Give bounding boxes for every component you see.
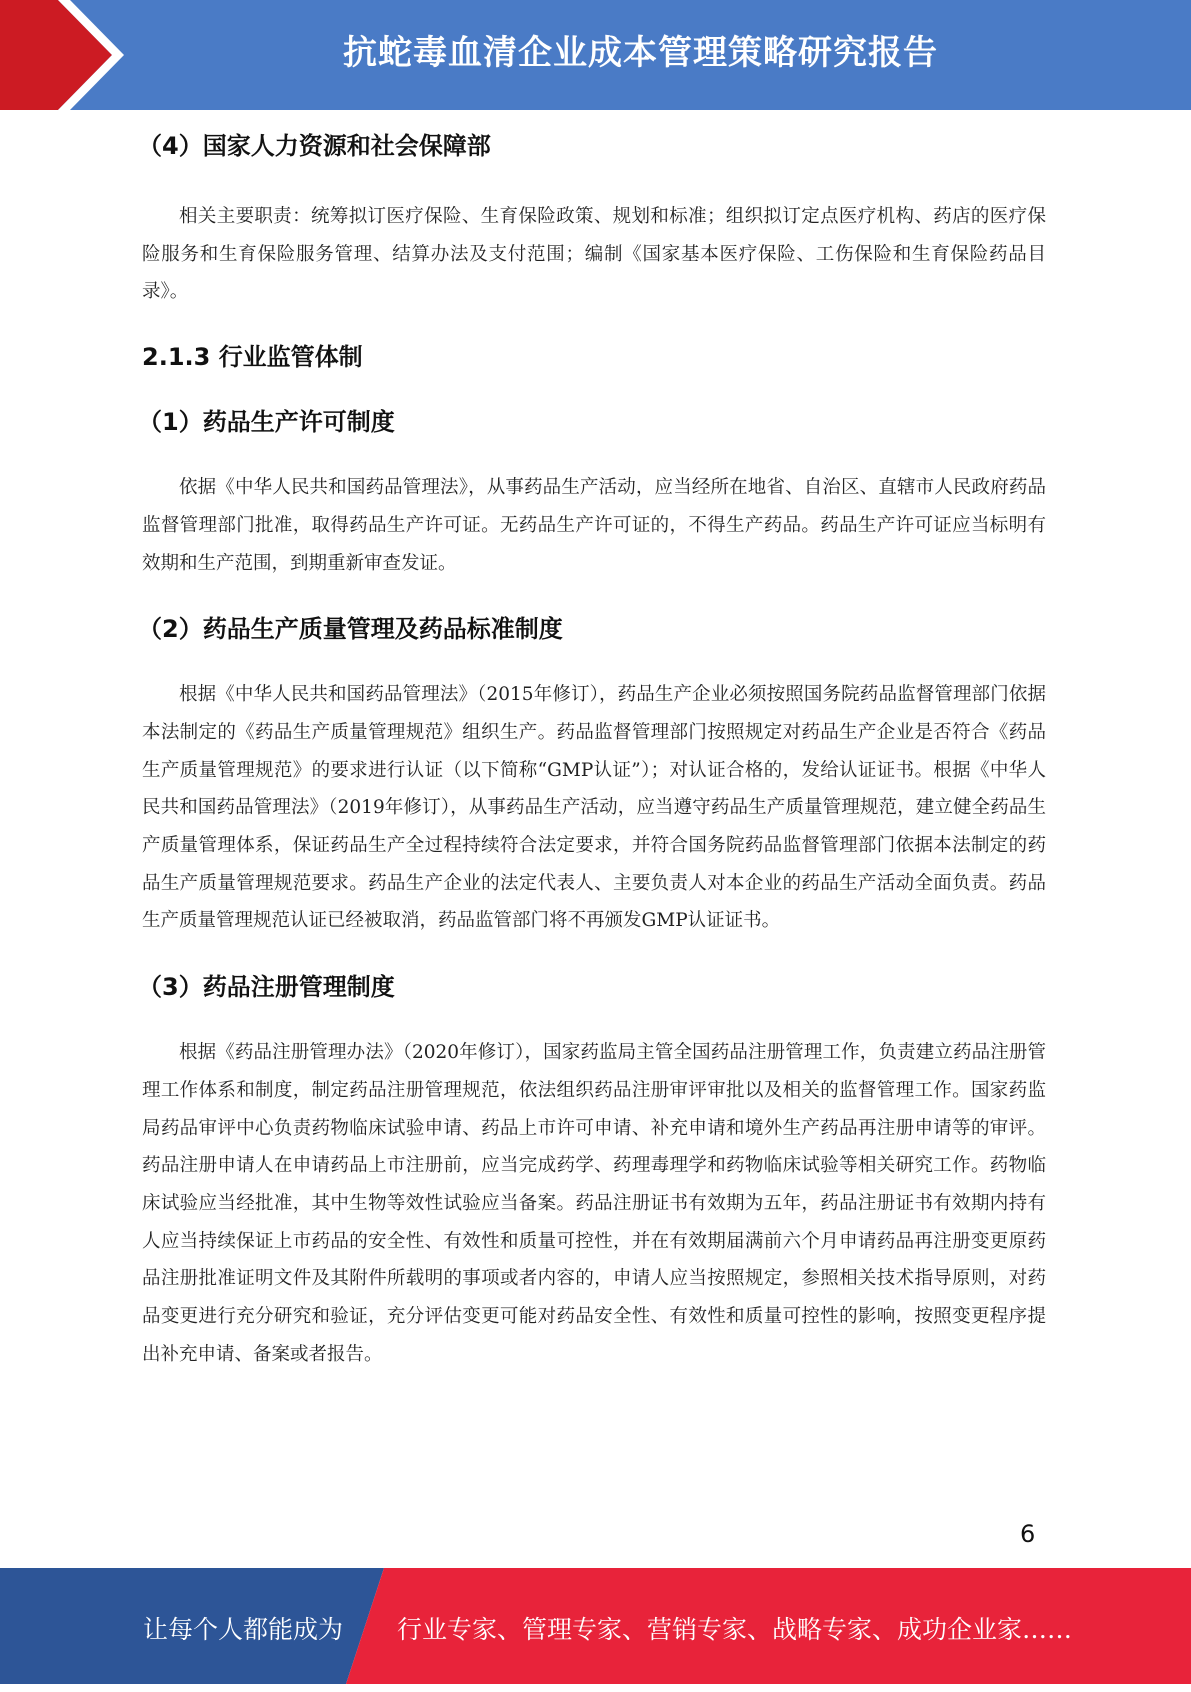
production-license-paragraph: 依据《中华人民共和国药品管理法》，从事药品生产活动，应当经所在地省、自治区、直辖市人民政府药品监督管理部门批准，取得药品生产许可证。无药品生产许可证的，不得生产药品。药品生产许可证应当标明有效期和生产范围，到期重新审查发证。 [142,477,1046,574]
footer-slogan-left: 让每个人都能成为 [143,1615,344,1644]
page-number: 6 [1020,1520,1036,1548]
page-footer [0,1568,1191,1684]
section-heading-quality-management: （2）药品生产质量管理及药品标准制度 [138,615,563,644]
section-heading-production-license: （1）药品生产许可制度 [138,408,395,437]
section-heading-registration: （3）药品注册管理制度 [138,973,395,1002]
quality-management-paragraph: 根据《中华人民共和国药品管理法》（2015年修订），药品生产企业必须按照国务院药品监督管理部门依据本法制定的《药品生产质量管理规范》组织生产。药品监督管理部门按照规定对药品生产企业是否符合《药品生产质量管理规范》的要求进行认证（以下简称“GMP认证”）；对认证合格的，发给认证证书。根据《中华人民共和国药品管理法》（2019年修订），从事药品生产活动，应当遵守药品生产质量管理规范，建立健全药品生产质量管理体系，保证药品生产全过程持续符合法定要求，并符合国务院药品监督管理部门依据本法制定的药品生产质量管理规范要求。药品生产企业的法定代表人、主要负责人对本企业的药品生产活动全面负责。药品生产质量管理规范认证已经被取消，药品监管部门将不再颁发GMP认证证书。 [142,684,1046,932]
mohrss-paragraph: 相关主要职责：统筹拟订医疗保险、生育保险政策、规划和标准；组织拟订定点医疗机构、药店的医疗保险服务和生育保险服务管理、结算办法及支付范围；编制《国家基本医疗保险、工伤保险和生育保险药品目录》。 [142,206,1046,303]
header-title: 抗蛇毒血清企业成本管理策略研究报告 [343,33,938,73]
section-heading-mohrss: （4）国家人力资源和社会保障部 [138,132,491,160]
page-header [0,0,1191,110]
section-heading-2-1-3: 2.1.3 行业监管体制 [142,343,363,372]
registration-paragraph: 根据《药品注册管理办法》（2020年修订），国家药监局主管全国药品注册管理工作，负责建立药品注册管理工作体系和制度，制定药品注册管理规范，依法组织药品注册审评审批以及相关的监督管理工作。国家药监局药品审评中心负责药物临床试验申请、药品上市许可申请、补充申请和境外生产药品再注册申请等的审评。药品注册申请人在申请药品上市注册前，应当完成药学、药理毒理学和药物临床试验等相关研究工作。药物临床试验应当经批准，其中生物等效性试验应当备案。药品注册证书有效期为五年，药品注册证书有效期内持有人应当持续保证上市药品的安全性、有效性和质量可控性，并在有效期届满前六个月申请药品再注册变更原药品注册批准证明文件及其附件所载明的事项或者内容的，申请人应当按照规定，参照相关技术指导原则，对药品变更进行充分研究和验证，充分评估变更可能对药品安全性、有效性和质量可控性的影响，按照变更程序提出补充申请、备案或者报告。 [142,1042,1046,1365]
footer-slogan-right: 行业专家、管理专家、营销专家、战略专家、成功企业家…… [397,1615,1073,1644]
header-chevron-icon [0,0,150,110]
main-content [138,126,1046,1373]
